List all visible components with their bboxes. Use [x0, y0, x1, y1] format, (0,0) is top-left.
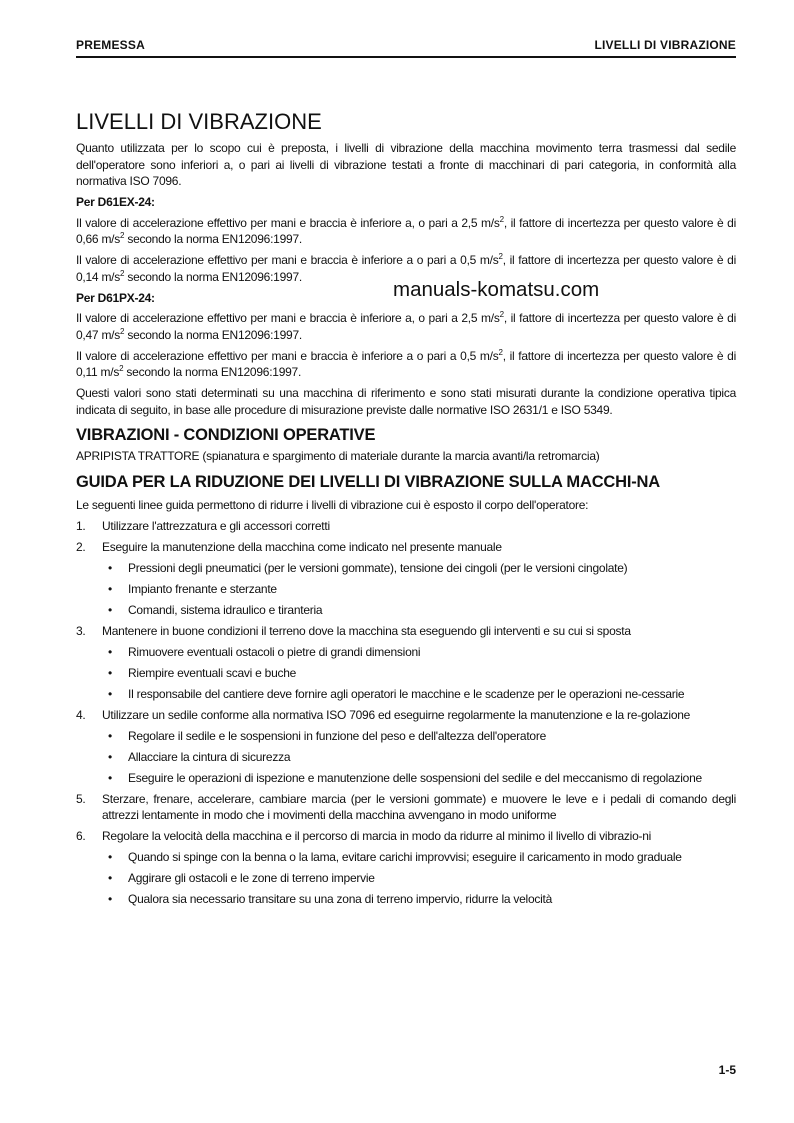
text-segment: Il valore di accelerazione effettivo per mani e braccia è inferiore a o pari a 0,5 m/s: [76, 253, 499, 267]
bullet-icon: •: [108, 728, 112, 743]
conditions-heading: VIBRAZIONI - CONDIZIONI OPERATIVE: [76, 426, 376, 444]
text-segment: secondo la norma EN12096:1997.: [124, 327, 302, 342]
sub-list-item: [102, 665, 736, 682]
bullet-icon: •: [108, 644, 112, 659]
list-item: [76, 623, 736, 703]
sub-item-text: Impianto frenante e sterzante: [128, 581, 277, 596]
list-item: [76, 707, 736, 787]
model-label: Per D61PX-24:: [76, 290, 155, 305]
sub-list-item: [102, 770, 736, 787]
superscript: 2: [499, 214, 504, 224]
sub-list-item: [102, 891, 736, 908]
sub-item-text: Rimuovere eventuali ostacoli o pietre di grandi dimensioni: [128, 644, 421, 659]
superscript: 2: [499, 310, 504, 319]
model-paragraph: [76, 215, 736, 248]
sub-item-text: Allacciare la cintura di sicurezza: [128, 749, 291, 764]
text-segment: Il valore di accelerazione effettivo per mani e braccia è inferiore a, o pari a 2,5 m/s: [76, 215, 500, 230]
sub-list: [102, 644, 736, 703]
sub-list: [102, 728, 736, 787]
sub-list: [102, 849, 736, 908]
sub-item-text: Pressioni degli pneumatici (per le versioni gommate), tensione dei cingoli (per le versioni cingolate): [128, 560, 628, 575]
sub-item-text: Riempire eventuali scavi e buche: [128, 665, 297, 680]
item-text: Regolare la velocità della macchina e il percorso di marcia in modo da ridurre al minimo il livello di vibrazio-ni: [102, 829, 652, 843]
sub-list-item: [102, 581, 736, 598]
conditions-text: APRIPISTA TRATTORE (spianatura e spargimento di materiale durante la marcia avanti/la retromarcia): [76, 449, 600, 463]
running-header-title: LIVELLI DI VIBRAZIONE: [594, 38, 736, 52]
sub-list-item: [102, 870, 736, 887]
bullet-icon: •: [108, 770, 112, 785]
superscript: 2: [498, 252, 503, 261]
item-number: 4.: [76, 707, 86, 722]
superscript: 2: [120, 231, 125, 240]
bullet-icon: •: [108, 749, 112, 764]
list-item: [76, 539, 736, 619]
text-segment: secondo la norma EN12096:1997.: [124, 269, 302, 284]
text-segment: Il valore di accelerazione effettivo per mani e braccia è inferiore a, o pari a 2,5 m/s: [76, 311, 500, 325]
sub-list-item: [102, 602, 736, 619]
sub-list-item: [102, 644, 736, 661]
header-rule: [76, 56, 736, 58]
item-text: Utilizzare l'attrezzatura e gli accessori corretti: [102, 518, 330, 533]
text-segment: , il fattore di incertezza per questo valore è di 0,14 m/s: [76, 253, 736, 284]
model-label: Per D61EX-24:: [76, 195, 155, 209]
sub-item-text: Regolare il sedile e le sospensioni in funzione del peso e dell'altezza dell'operatore: [128, 728, 547, 743]
running-header-section: PREMESSA: [76, 38, 145, 52]
guide-list: [76, 518, 736, 908]
item-number: 6.: [76, 829, 86, 843]
watermark: manuals-komatsu.com: [393, 278, 600, 301]
sub-item-text: Quando si spinge con la benna o la lama, evitare carichi improvvisi; eseguire il caricamento in modo graduale: [128, 850, 682, 864]
sub-list-item: [102, 749, 736, 766]
page-number: 1-5: [718, 1063, 736, 1077]
text-segment: Il valore di accelerazione effettivo per mani e braccia è inferiore a o pari a 0,5 m/s: [76, 348, 499, 363]
sub-item-text: Eseguire le operazioni di ispezione e manutenzione delle sospensioni del sedile e del meccanismo di regolazione: [128, 770, 702, 785]
sub-list-item: [102, 686, 736, 703]
guide-intro: Le seguenti linee guida permettono di ridurre i livelli di vibrazione cui è esposto il corpo dell'operatore:: [76, 497, 589, 512]
model-paragraph: [76, 348, 736, 381]
page-title: LIVELLI DI VIBRAZIONE: [76, 109, 322, 134]
sub-list: [102, 560, 736, 619]
text-segment: , il fattore di incertezza per questo valore è di 0,47 m/s: [76, 311, 736, 342]
model-paragraph: [76, 310, 736, 343]
bullet-icon: •: [108, 850, 112, 864]
item-number: 3.: [76, 623, 86, 638]
item-number: 2.: [76, 539, 86, 554]
superscript: 2: [119, 364, 124, 373]
sub-list-item: [102, 849, 736, 866]
item-text: Utilizzare un sedile conforme alla normativa ISO 7096 ed eseguirne regolarmente la manutenzione e la re-golazione: [102, 707, 691, 722]
item-number: 5.: [76, 791, 86, 806]
superscript: 2: [498, 347, 503, 357]
bullet-icon: •: [108, 871, 112, 885]
text-segment: secondo la norma EN12096:1997.: [124, 232, 302, 246]
list-item: [76, 828, 736, 908]
item-number: 1.: [76, 518, 86, 533]
sub-list-item: [102, 728, 736, 745]
superscript: 2: [120, 326, 125, 336]
list-item: [76, 791, 736, 824]
bullet-icon: •: [108, 665, 112, 680]
bullet-icon: •: [108, 686, 112, 701]
measurement-paragraph: Questi valori sono stati determinati su una macchina di riferimento e sono stati misurati durante la condizione operativa tipica indicata di seguito, in base alle procedure di misurazione previste dalle normative ISO 2631/1 e ISO 5349.: [76, 386, 736, 417]
text-segment: , il fattore di incertezza per questo valore è di 0,11 m/s: [76, 348, 736, 379]
sub-item-text: Comandi, sistema idraulico e tiranteria: [128, 602, 323, 617]
text-segment: secondo la norma EN12096:1997.: [123, 365, 302, 379]
bullet-icon: •: [108, 581, 112, 596]
guide-heading: GUIDA PER LA RIDUZIONE DEI LIVELLI DI VIBRAZIONE SULLA MACCHI-NA: [76, 472, 660, 491]
bullet-icon: •: [108, 892, 112, 906]
list-item: [76, 518, 736, 535]
sub-item-text: Qualora sia necessario transitare su una zona di terreno impervio, ridurre la velocità: [128, 892, 553, 906]
intro-paragraph: Quanto utilizzata per lo scopo cui è preposta, i livelli di vibrazione della macchina movimento terra trasmessi dal sedile dell'operatore sono inferiori a, o pari ai livelli di vibrazione testati a fronte di macchinari di pari categoria, in conformità alla normativa ISO 7096.: [76, 141, 736, 188]
superscript: 2: [120, 268, 125, 278]
item-text: Eseguire la manutenzione della macchina come indicato nel presente manuale: [102, 539, 502, 554]
text-segment: , il fattore di incertezza per questo valore è di 0,66 m/s: [76, 215, 736, 246]
sub-item-text: Il responsabile del cantiere deve fornire agli operatori le macchine e le scadenze per le operazioni ne-cessarie: [128, 686, 685, 701]
sub-list-item: [102, 560, 736, 577]
sub-item-text: Aggirare gli ostacoli e le zone di terreno impervie: [128, 871, 375, 885]
page-content: [76, 108, 736, 912]
item-text: Sterzare, frenare, accelerare, cambiare marcia (per le versioni gommate) e muovere le leve e i pedali di comando degli attrezzi lentamente in modo che i movimenti della macchina avvengano in modo uniforme: [102, 791, 736, 822]
bullet-icon: •: [108, 560, 112, 575]
bullet-icon: •: [108, 602, 112, 617]
item-text: Mantenere in buone condizioni il terreno dove la macchina sta eseguendo gli interventi e su cui si sposta: [102, 623, 631, 638]
